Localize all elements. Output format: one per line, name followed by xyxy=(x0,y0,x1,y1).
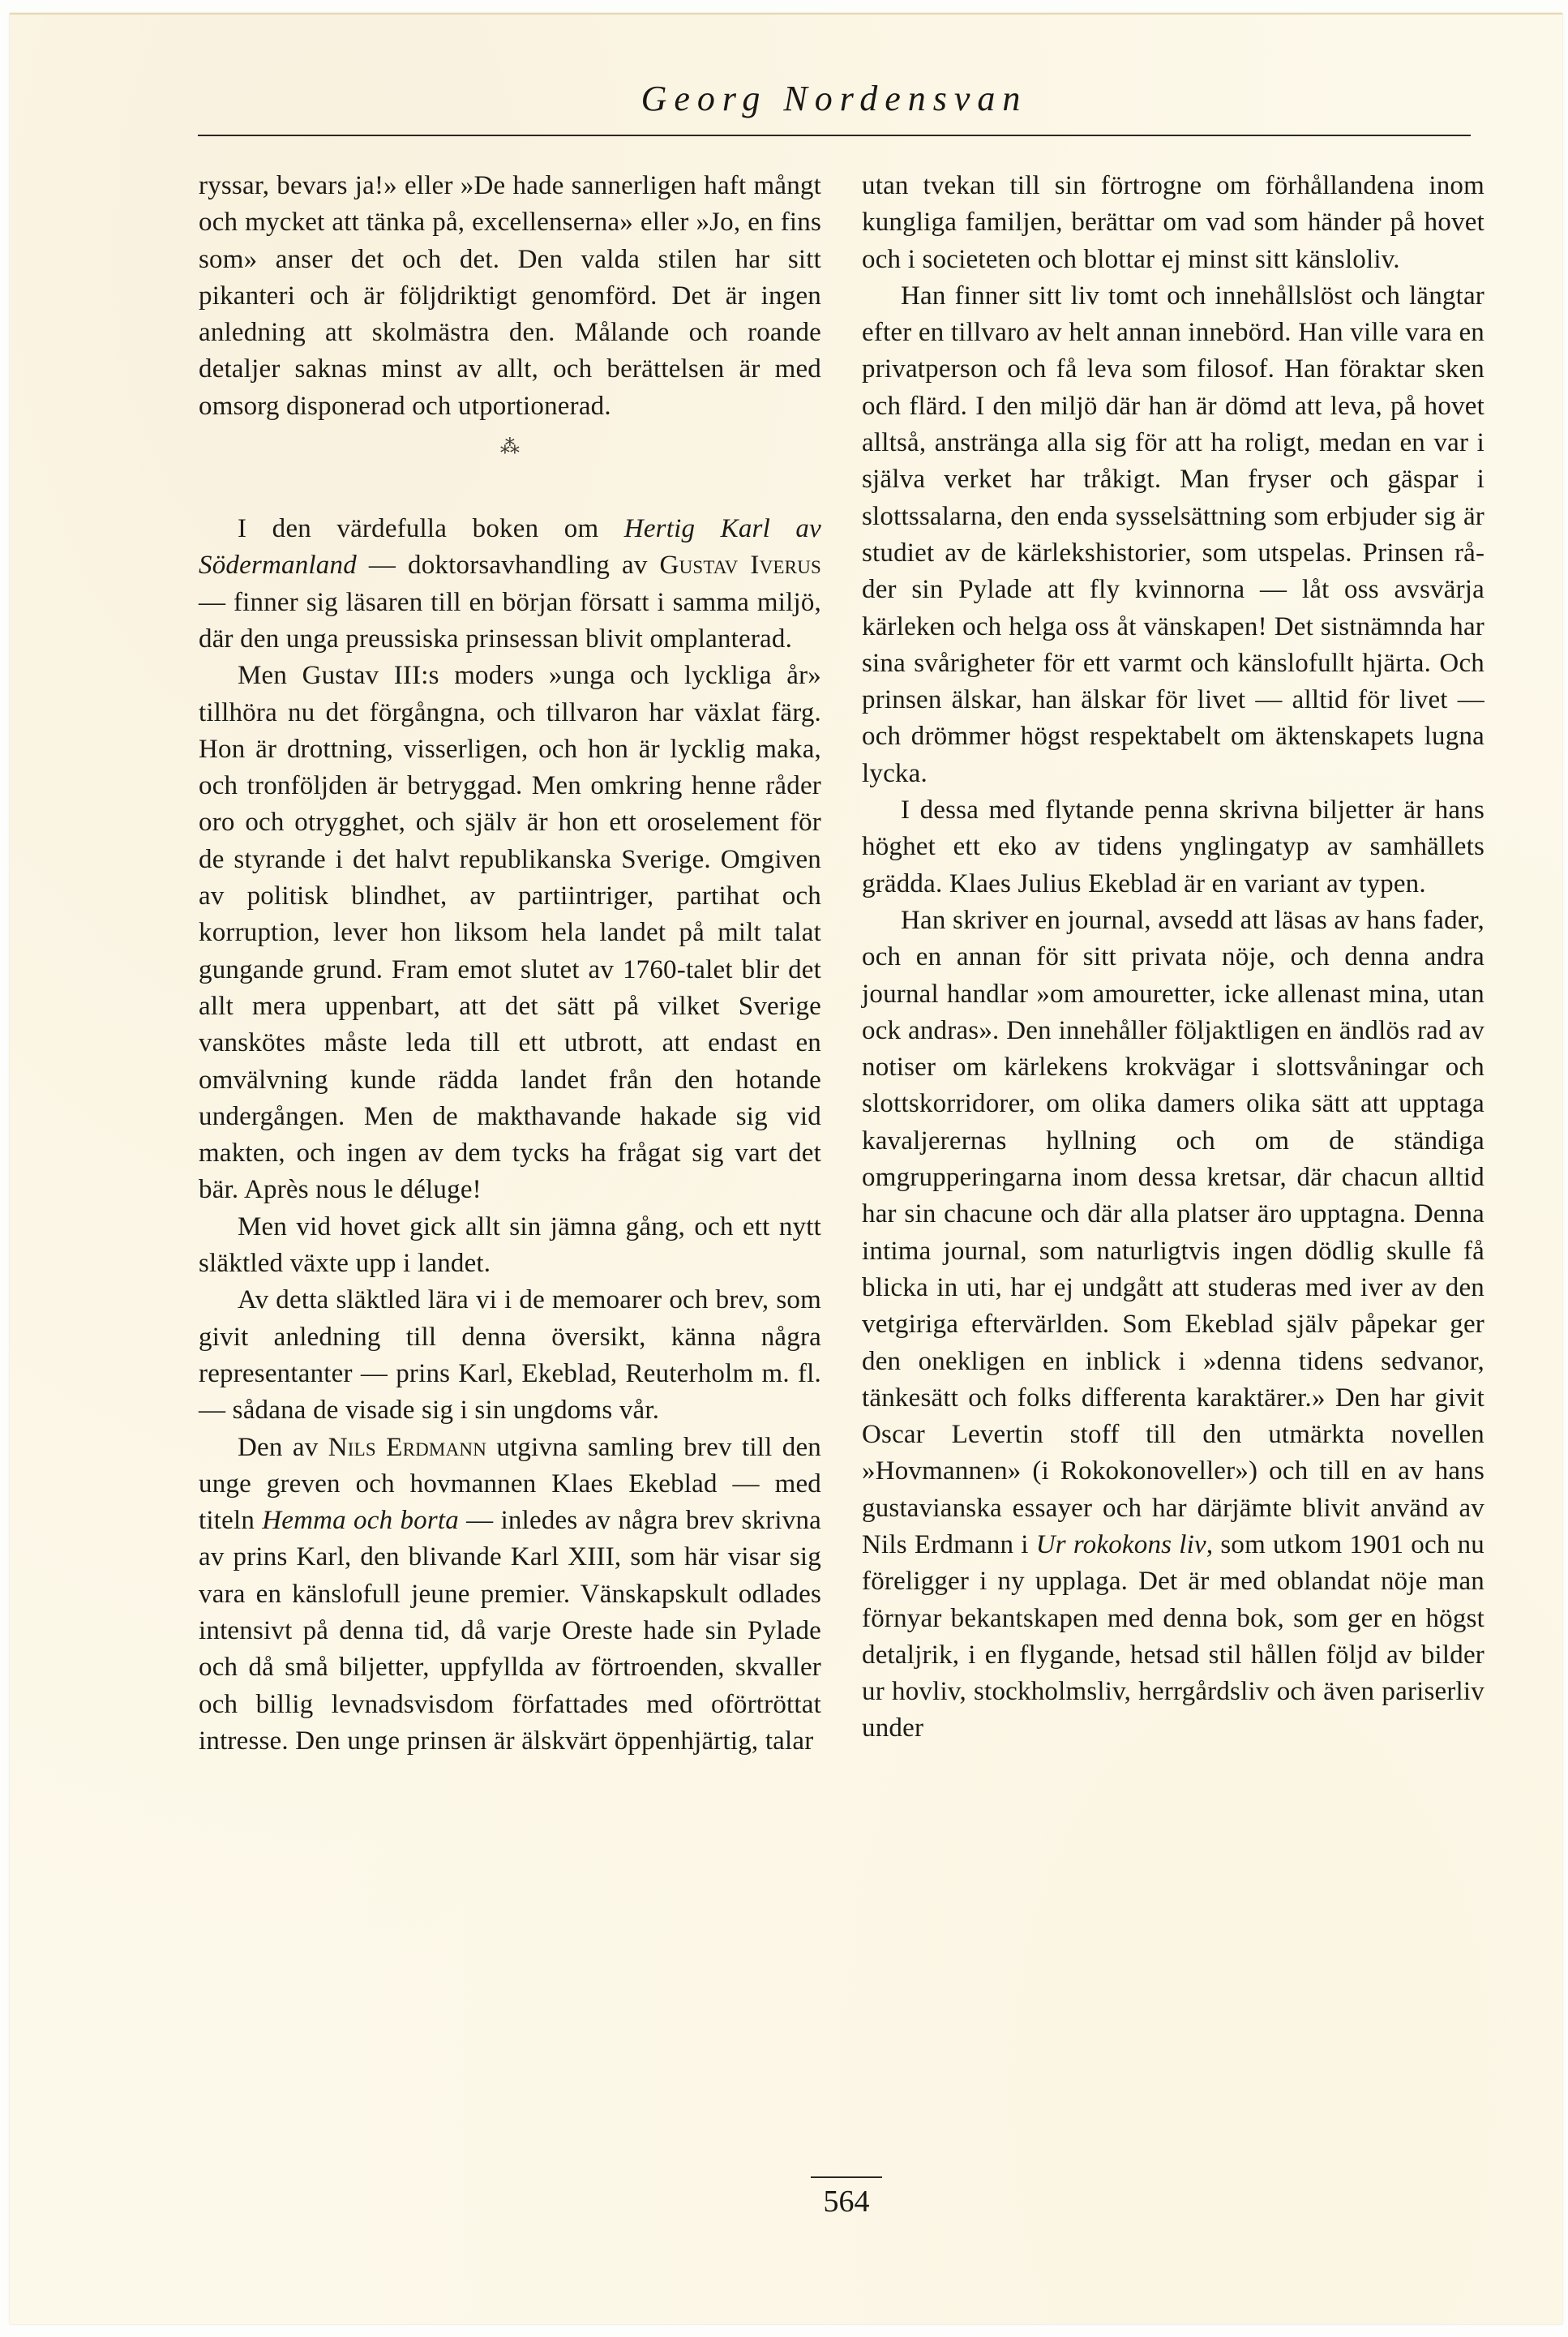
paragraph xyxy=(199,1430,821,1760)
text-run: , som utkom 1901 och nu föreligger i ny upplaga. Det är med oblandat nöje man förnyar bekantskapen med denna bok, som ger en högst detaljrik, i en flygande, hetsad stil hållen följd av bilder ur hovliv, stockholmsliv, herrgårdsliv och även pariserliv under xyxy=(862,1529,1484,1743)
paragraph: I dessa med flytande penna skrivna biljetter är hans höghet ett eko av tidens ynglingatyp av samhällets grädda. Klaes Julius Ekeblad är en variant av typen. xyxy=(862,795,1484,898)
paragraph: ryssar, bevars ja!» eller »De hade sannerligen haft mångt och mycket att tänka på, excellenserna» eller »Jo, en fins som» anser det och det. Den valda stilen har sitt pikanteri och är följdriktigt genomförd. Det är ingen anledning att skolmästra den. Målande och roande detaljer saknas minst av allt, och berättelsen är med omsorg disponerad och utportionerad. xyxy=(199,171,821,421)
paragraph: Men vid hovet gick allt sin jämna gång, och ett nytt släktled växte upp i landet. xyxy=(199,1211,821,1279)
paragraph xyxy=(199,511,821,658)
header-rule xyxy=(198,135,1471,136)
text-run: Den av xyxy=(238,1432,328,1462)
text-run: — finner sig läsaren till en början försatt i samma miljö, där den unga preussiska prinsessan blivit omplanterad. xyxy=(199,587,821,654)
paragraph xyxy=(862,903,1484,1747)
paragraph: Men Gustav III:s moders »unga och lyckliga år» tillhöra nu det förgångna, och tillvaron har växlat färg. Hon är drottning, visserligen, och hon är lycklig maka, och tronföljden är betryggad. Men omkring henne råder oro och otrygghet, och själv är hon ett oroselement för de styrande i det halvt republikanska Sverige. Omgiven av politisk blindhet, av partiintriger, partihat och korruption, lever hon liksom hela landet på milt talat gungande grund. Fram emot slutet av 1760-talet blir det allt mera uppenbart, att det sätt på vilket Sverige vanskötes måste leda till ett utbrott, att endast en omvälvning kunde rädda landet från den hotande undergången. Men de makthavande hakade sig vid makten, och ingen av dem tycks ha frågat sig vart det bär. Après nous le déluge! xyxy=(199,661,821,1205)
left-column xyxy=(199,168,821,1760)
section-break-asterism: ⁂ xyxy=(499,437,521,459)
paragraph: utan tvekan till sin förtrogne om förhållandena inom kungliga familjen, berättar om vad som händer på hovet och i societeten och blottar ej minst sitt känsloliv. xyxy=(862,171,1484,274)
paragraph: Han finner sitt liv tomt och innehållslöst och längtar efter en tillvaro av helt annan innebörd. Han ville vara en privatperson och få leva som filosof. Han föraktar sken och flärd. I den miljö där han är dömd att leva, på hovet alltså, anstränga alla sig för att ha roligt, medan en var i själva verket har tråkigt. Man fryser och gäspar i slottssalarna, den enda sysselsättning som erbjuder sig är studiet av de kärlekshistorier, som utspelas. Prinsen råder sin Pylade att fly kvinnorna — låt oss avsvärja kärleken och helga oss åt vänskapen! Det sistnämnda har sina svårigheter för ett varmt och känslofullt hjärta. Och prinsen älskar, han älskar för livet — alltid för livet — och drömmer högst respektabelt om äktenskapets lugna lycka. xyxy=(862,281,1484,788)
page-number: 564 xyxy=(823,2185,870,2219)
text-run: utgivna samling brev till den unge greven och hovmannen Klaes Ekeblad — med titeln xyxy=(199,1432,822,1536)
book-title: Hemma och borta xyxy=(262,1506,459,1536)
text-run: — doktorsavhandling av xyxy=(356,551,660,581)
author-name: Gustav Iverus xyxy=(659,551,822,581)
author-name: Nils Erdmann xyxy=(328,1432,486,1462)
text-run: I den värdefulla boken om xyxy=(238,514,624,544)
right-column xyxy=(862,168,1484,1747)
paragraph: Av detta släktled lära vi i de memoarer och brev, som givit anledning till denna översikt, känna några representanter — prins Karl, Ekeblad, Reuterholm m. fl. — sådana de visade sig i sin ungdoms vår. xyxy=(199,1285,821,1426)
book-title: Hertig Karl av Södermanland xyxy=(199,514,821,581)
text-run: — inledes av några brev skrivna av prins Karl, den blivande Karl XIII, som här visar sig vara en känslofull jeune premier. Vänskapskult odlades intensivt på denna tid, då varje Oreste hade sin Pylade och då små biljetter, uppfyllda av förtroenden, skvaller och billig levnadsvisdom författades med oförtröttat intresse. Den unge prinsen är älskvärt öppenhjärtig, talar xyxy=(199,1506,821,1756)
running-head-author: Georg Nordensvan xyxy=(640,79,1028,118)
footer-rule xyxy=(811,2176,882,2178)
book-title: Ur rokokons liv xyxy=(1035,1529,1206,1559)
text-run: Han skriver en journal, avsedd att läsas av hans fader, och en annan för sitt privata nöje, och denna andra journal handlar »om amouretter, icke allenast mina, utan ock andras». Den innehåller följaktligen en ändlös rad av notiser om kärlekens krokvägar i slottsvåningar och slottskorridorer, om olika damers olika sätt att upptaga kavaljerernas hyllning och om de ständiga omgrupperingarna inom dessa kretsar, där chacun alltid har sin chacune och där alla platser äro upptagna. Denna intima journal, som naturligtvis ingen dödlig skulle få blicka in uti, har ej undgått att studeras med iver av den vetgiriga eftervärlden. Som Ekeblad själv påpekar ger den onekligen en inblick i »denna tidens sedvanor, tänkesätt och folks differenta karaktärer.» Den har givit Oscar Levertin stoff till den utmärkta novellen »Hovmannen» (i Rokokonoveller») och till en av hans gustavianska essayer och har därjämte blivit använd av Nils Erdmann i xyxy=(862,905,1484,1559)
